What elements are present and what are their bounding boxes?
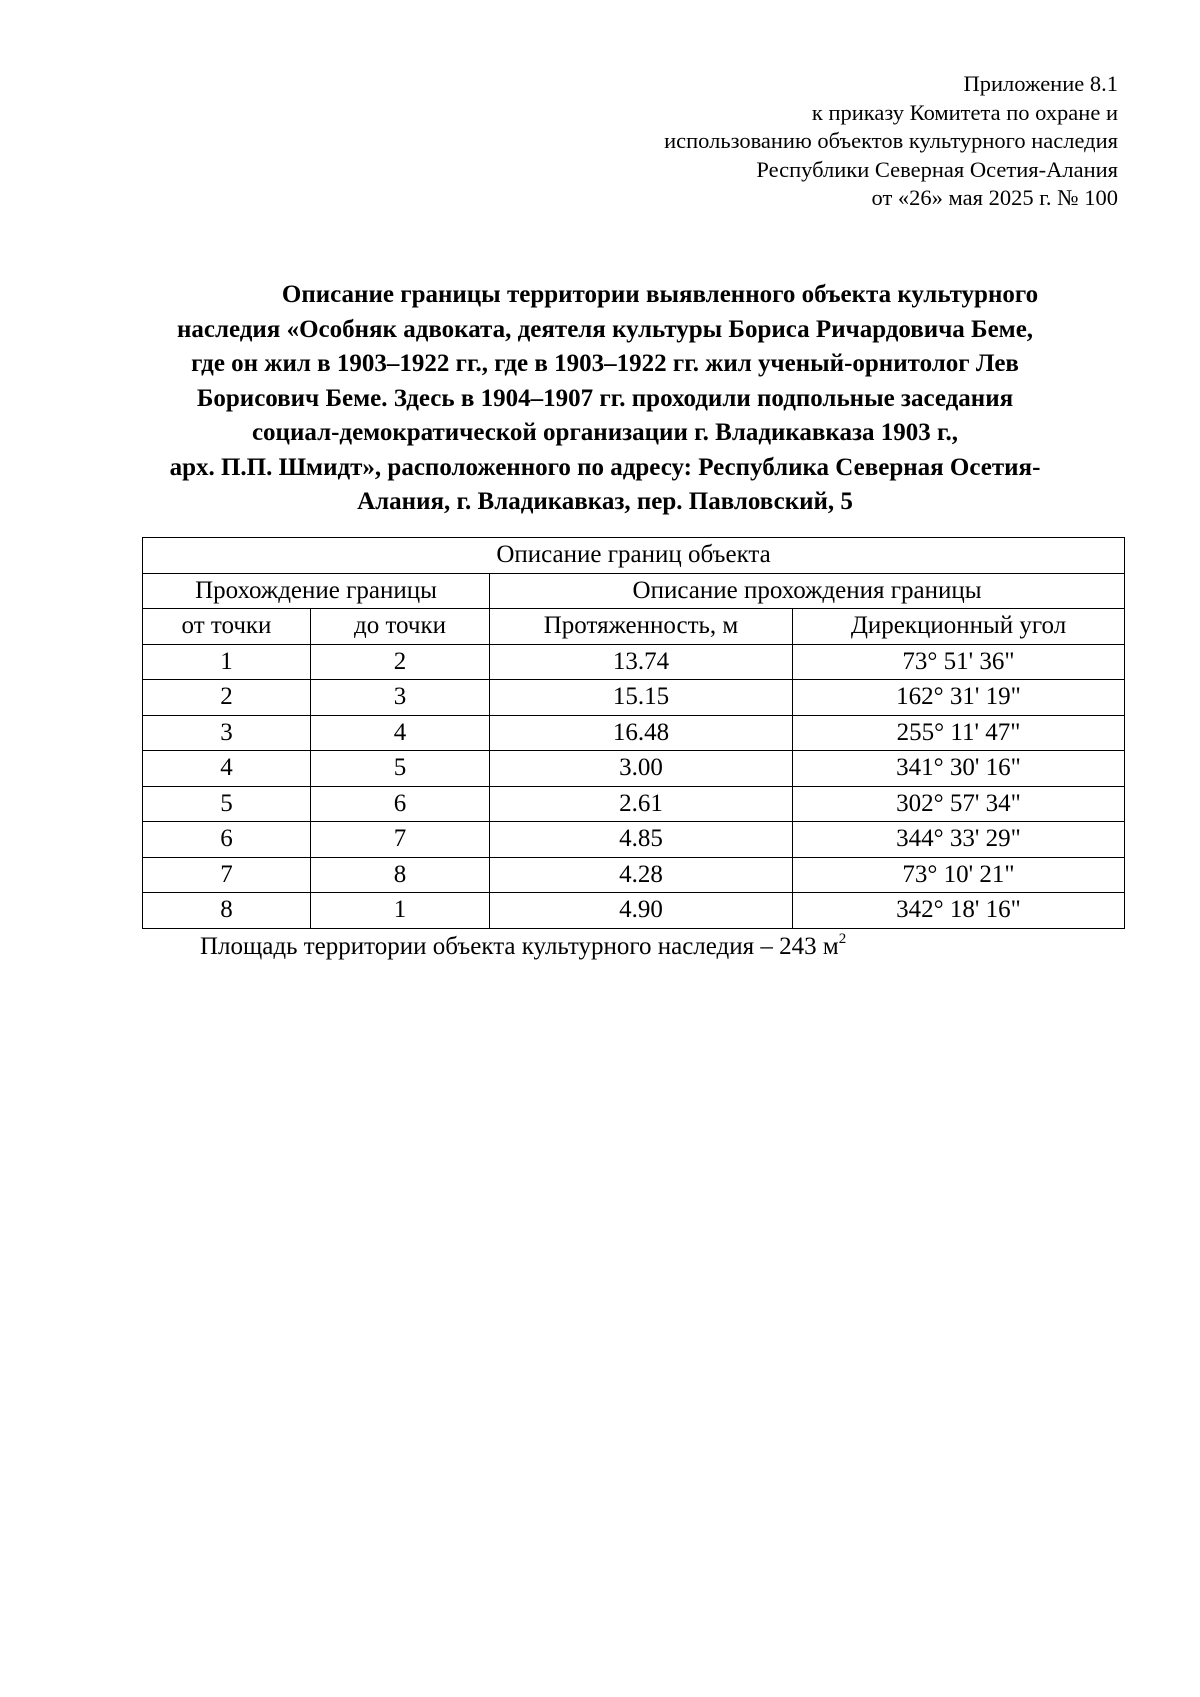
table-row xyxy=(143,751,1125,787)
table-row xyxy=(143,786,1125,822)
appendix-line: к приказу Комитета по охране и xyxy=(811,99,1118,125)
from-point-cell: 1 xyxy=(143,644,311,680)
area-text: Площадь территории объекта культурного наследия – 243 м xyxy=(200,933,839,960)
table-row xyxy=(143,715,1125,751)
title-line: арх. П.П. Шмидт», расположенного по адресу: Республика Северная Осетия- xyxy=(169,453,1041,481)
to-point-cell: 1 xyxy=(311,893,490,929)
direction-angle-cell: 73° 51' 36" xyxy=(793,644,1125,680)
title-line: Алания, г. Владикавказ, пер. Павловский, 5 xyxy=(357,488,853,515)
table-row xyxy=(143,893,1125,929)
length-cell: 2.61 xyxy=(490,786,793,822)
from-point-cell: 4 xyxy=(143,751,311,787)
document-title xyxy=(120,278,1090,520)
to-point-cell: 5 xyxy=(311,751,490,787)
column-header-to-point: до точки xyxy=(311,609,490,645)
table-caption-row xyxy=(143,538,1125,574)
to-point-cell: 2 xyxy=(311,644,490,680)
direction-angle-cell: 73° 10' 21" xyxy=(793,857,1125,893)
direction-angle-cell: 341° 30' 16" xyxy=(793,751,1125,787)
table-caption: Описание границ объекта xyxy=(143,538,1125,574)
table-row xyxy=(143,857,1125,893)
table-row xyxy=(143,644,1125,680)
title-line: где он жил в 1903–1922 гг., где в 1903–1922 гг. жил ученый-орнитолог Лев xyxy=(191,350,1019,377)
length-cell: 4.85 xyxy=(490,822,793,858)
area-unit-superscript: 2 xyxy=(838,931,847,947)
direction-angle-cell: 342° 18' 16" xyxy=(793,893,1125,929)
appendix-line: использованию объектов культурного наследия xyxy=(664,128,1118,153)
from-point-cell: 2 xyxy=(143,680,311,716)
column-header-from-point: от точки xyxy=(143,609,311,645)
appendix-line: Республики Северная Осетия-Алания xyxy=(756,156,1118,182)
boundary-table xyxy=(142,537,1125,929)
length-cell: 16.48 xyxy=(490,715,793,751)
length-cell: 3.00 xyxy=(490,751,793,787)
from-point-cell: 7 xyxy=(143,857,311,893)
title-line: наследия «Особняк адвоката, деятеля культуры Бориса Ричардовича Беме, xyxy=(176,315,1034,343)
title-line: социал-демократической организации г. Владикавказа 1903 г., xyxy=(251,419,959,446)
length-cell: 15.15 xyxy=(490,680,793,716)
from-point-cell: 5 xyxy=(143,786,311,822)
table-row xyxy=(143,822,1125,858)
to-point-cell: 3 xyxy=(311,680,490,716)
length-cell: 13.74 xyxy=(490,644,793,680)
direction-angle-cell: 162° 31' 19" xyxy=(793,680,1125,716)
table-row xyxy=(143,680,1125,716)
column-header-length: Протяженность, м xyxy=(490,609,793,645)
group-header-passage-description: Описание прохождения границы xyxy=(490,573,1125,609)
group-header-boundary-passage: Прохождение границы xyxy=(143,573,490,609)
to-point-cell: 7 xyxy=(311,822,490,858)
to-point-cell: 6 xyxy=(311,786,490,822)
direction-angle-cell: 344° 33' 29" xyxy=(793,822,1125,858)
area-statement xyxy=(200,931,846,963)
appendix-line: от «26» мая 2025 г. № 100 xyxy=(871,185,1118,210)
title-line: Борисович Беме. Здесь в 1904–1907 гг. проходили подпольные заседания xyxy=(196,384,1014,412)
table-group-header-row xyxy=(143,573,1125,609)
table-column-header-row xyxy=(143,609,1125,645)
title-line: Описание границы территории выявленного объекта культурного xyxy=(281,281,1039,308)
from-point-cell: 8 xyxy=(143,893,311,929)
from-point-cell: 6 xyxy=(143,822,311,858)
direction-angle-cell: 255° 11' 47" xyxy=(793,715,1125,751)
to-point-cell: 8 xyxy=(311,857,490,893)
column-header-direction-angle: Дирекционный угол xyxy=(793,609,1125,645)
appendix-line: Приложение 8.1 xyxy=(963,71,1118,96)
appendix-header xyxy=(418,70,1118,213)
length-cell: 4.90 xyxy=(490,893,793,929)
length-cell: 4.28 xyxy=(490,857,793,893)
to-point-cell: 4 xyxy=(311,715,490,751)
from-point-cell: 3 xyxy=(143,715,311,751)
direction-angle-cell: 302° 57' 34" xyxy=(793,786,1125,822)
